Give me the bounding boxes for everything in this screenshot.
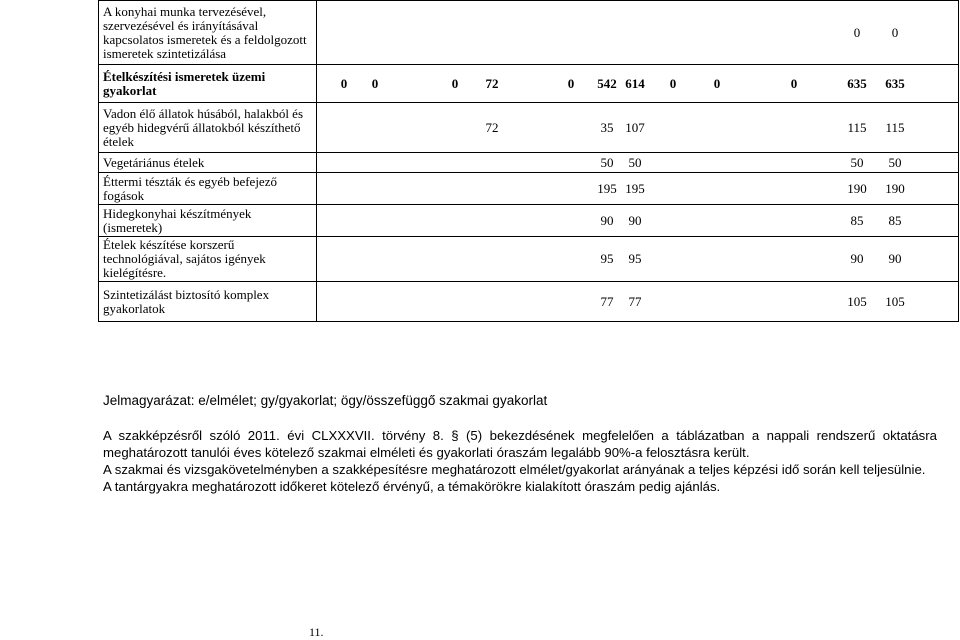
cell-value: 107 [625, 119, 645, 135]
cell-value: 50 [628, 154, 642, 170]
cell-value: 0 [567, 75, 575, 91]
cell-value: 77 [628, 293, 642, 309]
cell-value: 85 [888, 212, 902, 228]
note-3: A tantárgyakra meghatározott időkeret kötelező érvényű, a témakörökre kialakított óraszám pedig ajánlás. [103, 479, 721, 494]
table-row [99, 282, 959, 322]
row-values [317, 103, 959, 153]
row-values [317, 205, 959, 237]
legend: Jelmagyarázat: e/elmélet; gy/gyakorlat; ögy/összefüggő szakmai gyakorlat [103, 393, 548, 408]
row-label: Vadon élő állatok húsából, halakból és egyéb hidegvérű állatokból készíthető ételek [99, 103, 317, 153]
cell-value: 0 [371, 75, 379, 91]
table-row [99, 65, 959, 103]
cell-value: 105 [885, 293, 905, 309]
table-row [99, 1, 959, 65]
cell-value: 195 [597, 180, 617, 196]
row-label: Éttermi tészták és egyéb befejező fogások [99, 173, 317, 205]
cell-value: 614 [625, 75, 645, 91]
cell-value: 0 [790, 75, 798, 91]
cell-value: 90 [600, 212, 614, 228]
row-label: Hidegkonyhai készítmények (ismeretek) [99, 205, 317, 237]
row-label: Vegetáriánus ételek [99, 153, 317, 173]
cell-value: 0 [713, 75, 721, 91]
cell-value: 0 [451, 75, 459, 91]
cell-value: 190 [885, 180, 905, 196]
cell-value: 115 [847, 119, 867, 135]
row-label: Ételkészítési ismeretek üzemi gyakorlat [99, 65, 317, 103]
cell-value: 635 [847, 75, 867, 91]
cell-value: 0 [669, 75, 677, 91]
row-label: Ételek készítése korszerű technológiával, sajátos igények kielégítésre. [99, 237, 317, 282]
cell-value: 105 [847, 293, 867, 309]
table-row [99, 103, 959, 153]
row-label: A konyhai munka tervezésével, szervezésével és irányításával kapcsolatos ismeretek és a feldolgozott ismeretek szintetizálása [99, 1, 317, 65]
cell-value: 542 [597, 75, 617, 91]
cell-value: 72 [485, 75, 499, 91]
curriculum-table [98, 0, 959, 322]
row-values [317, 153, 959, 173]
cell-value: 90 [888, 251, 902, 266]
note-2: A szakmai és vizsgakövetelményben a szakképesítésre meghatározott elmélet/gyakorlat arányának a teljes képzési idő során kell teljesülnie. [103, 462, 926, 477]
notes [103, 427, 937, 495]
cell-value: 90 [628, 212, 642, 228]
cell-value: 0 [340, 75, 348, 91]
page-number: 11. [309, 625, 324, 639]
note-1: A szakképzésről szóló 2011. évi CLXXXVII. törvény 8. § (5) bekezdésének megfelelően a táblázatban a nappali rendszerű oktatásra meghatározott tanulói éves kötelező szakmai elméleti és gyakorlati óraszám legalább 90%-a felosztásra került. [103, 428, 937, 460]
cell-value: 72 [485, 119, 499, 135]
cell-value: 50 [850, 154, 864, 170]
row-values [317, 173, 959, 205]
cell-value: 115 [885, 119, 905, 135]
cell-value: 0 [853, 24, 861, 40]
cell-value: 50 [888, 154, 902, 170]
cell-value: 95 [628, 251, 642, 266]
row-values [317, 237, 959, 282]
cell-value: 95 [600, 251, 614, 266]
cell-value: 0 [891, 24, 899, 40]
table-row [99, 153, 959, 173]
row-values [317, 282, 959, 322]
row-label: Szintetizálást biztosító komplex gyakorlatok [99, 282, 317, 322]
cell-value: 635 [885, 75, 905, 91]
row-values [317, 1, 959, 65]
row-values [317, 65, 959, 103]
table-row [99, 205, 959, 237]
table-row [99, 237, 959, 282]
cell-value: 50 [600, 154, 614, 170]
cell-value: 195 [625, 180, 645, 196]
table-row [99, 173, 959, 205]
cell-value: 35 [600, 119, 614, 135]
cell-value: 190 [847, 180, 867, 196]
cell-value: 90 [850, 251, 864, 266]
cell-value: 85 [850, 212, 864, 228]
cell-value: 77 [600, 293, 614, 309]
